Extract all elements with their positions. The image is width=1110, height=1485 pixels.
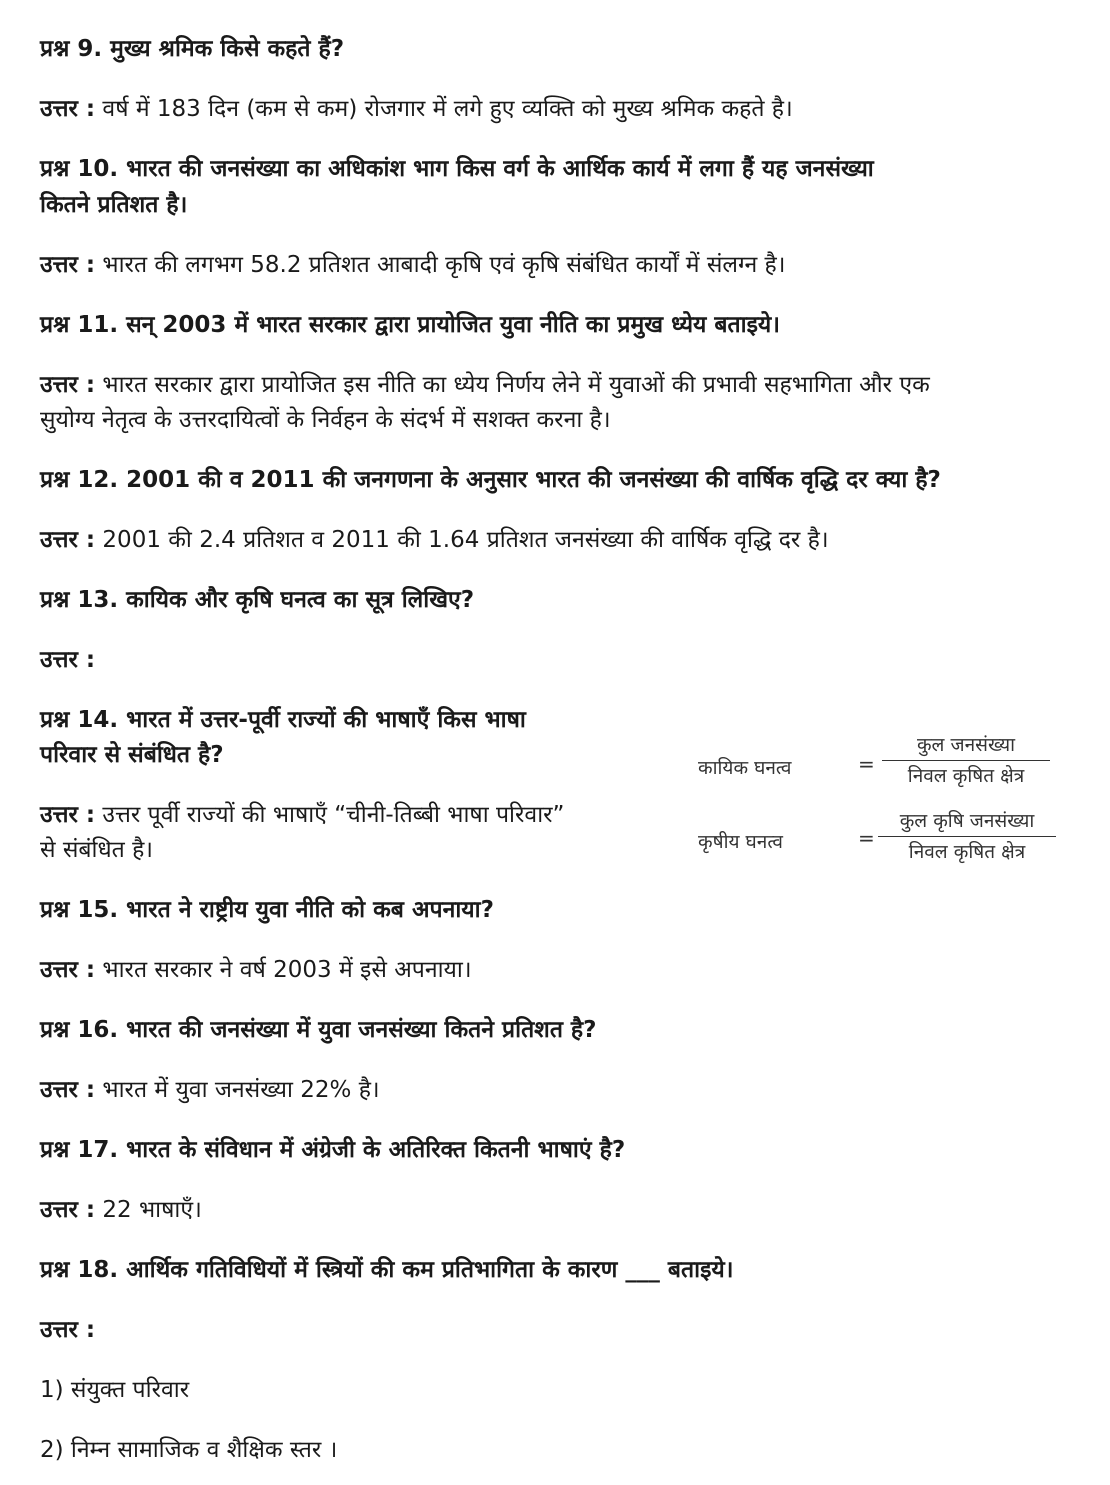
density-formula xyxy=(690,730,1070,880)
physiological-density-label: कायिक घनत्व xyxy=(698,757,792,779)
answer-text: भारत सरकार द्वारा प्रायोजित इस नीति का ध्येय निर्णय लेने में युवाओं की प्रभावी सहभागिता और एक xyxy=(102,372,930,398)
answer-text: भारत में युवा जनसंख्या 22% है। xyxy=(102,1077,380,1103)
answer-label: उत्तर : xyxy=(40,802,96,828)
fraction-bar xyxy=(882,760,1050,761)
question-9: प्रश्न 9. मुख्य श्रमिक किसे कहते हैं? xyxy=(40,36,345,62)
answer-text: 2001 की 2.4 प्रतिशत व 2011 की 1.64 प्रतिशत जनसंख्या की वार्षिक वृद्धि दर है। xyxy=(102,527,829,553)
physiological-density-fraction xyxy=(882,732,1050,789)
agricultural-density-fraction xyxy=(878,808,1056,865)
answer-16 xyxy=(40,1073,380,1107)
fraction-bar xyxy=(878,836,1056,837)
answer-text: 22 भाषाएँ। xyxy=(102,1197,202,1223)
answer-label: उत्तर : xyxy=(40,252,96,278)
answer-text: भारत सरकार ने वर्ष 2003 में इसे अपनाया। xyxy=(102,957,472,983)
answer-18-point-2: 2) निम्न सामाजिक व शैक्षिक स्तर । xyxy=(40,1437,338,1463)
question-13: प्रश्न 13. कायिक और कृषि घनत्व का सूत्र लिखिए? xyxy=(40,587,475,613)
answer-text: उत्तर पूर्वी राज्यों की भाषाएँ “चीनी-तिब्बी भाषा परिवार” xyxy=(102,802,565,828)
fraction-numerator: कुल जनसंख्या xyxy=(916,734,1016,756)
fraction-numerator: कुल कृषि जनसंख्या xyxy=(899,810,1035,832)
question-17: प्रश्न 17. भारत के संविधान में अंग्रेजी के अतिरिक्त कितनी भाषाएं है? xyxy=(40,1137,626,1163)
question-18: प्रश्न 18. आर्थिक गतिविधियों में स्त्रियों की कम प्रतिभागिता के कारण ___ बताइये। xyxy=(40,1257,734,1283)
answer-13 xyxy=(40,643,95,677)
answer-label: उत्तर : xyxy=(40,372,96,398)
answer-10 xyxy=(40,248,785,282)
answer-text: भारत की लगभग 58.2 प्रतिशत आबादी कृषि एवं कृषि संबंधित कार्यों में संलग्न है। xyxy=(102,252,786,278)
answer-18-point-1: 1) संयुक्त परिवार xyxy=(40,1377,190,1403)
answer-label: उत्तर : xyxy=(40,957,96,983)
answer-label: उत्तर : xyxy=(40,527,96,553)
fraction-denominator: निवल कृषित क्षेत्र xyxy=(907,765,1025,787)
answer-text: वर्ष में 183 दिन (कम से कम) रोजगार में लगे हुए व्यक्ति को मुख्य श्रमिक कहते है। xyxy=(102,96,793,122)
answer-label: उत्तर : xyxy=(40,1317,96,1343)
answer-label: उत्तर : xyxy=(40,1077,96,1103)
answer-label: उत्तर : xyxy=(40,96,96,122)
fraction-denominator: निवल कृषित क्षेत्र xyxy=(908,841,1026,863)
question-15: प्रश्न 15. भारत ने राष्ट्रीय युवा नीति को कब अपनाया? xyxy=(40,897,494,923)
answer-9 xyxy=(40,92,793,126)
answer-label: उत्तर : xyxy=(40,647,96,673)
answer-14-line-2: से संबंधित है। xyxy=(40,837,153,863)
answer-17 xyxy=(40,1193,202,1227)
agricultural-density-label: कृषीय घनत्व xyxy=(698,831,783,853)
answer-14-line-1 xyxy=(40,798,564,832)
equals-sign: = xyxy=(858,752,875,776)
answer-18 xyxy=(40,1313,95,1347)
answer-15 xyxy=(40,953,472,987)
answer-12 xyxy=(40,523,829,557)
answer-label: उत्तर : xyxy=(40,1197,96,1223)
question-10-line-2: कितने प्रतिशत है। xyxy=(40,192,188,218)
question-11: प्रश्न 11. सन् 2003 में भारत सरकार द्वारा प्रायोजित युवा नीति का प्रमुख ध्येय बताइये। xyxy=(40,312,780,338)
question-14-line-1: प्रश्न 14. भारत में उत्तर-पूर्वी राज्यों की भाषाएँ किस भाषा xyxy=(40,707,526,733)
question-14-line-2: परिवार से संबंधित है? xyxy=(40,742,224,768)
question-10-line-1: प्रश्न 10. भारत की जनसंख्या का अधिकांश भाग किस वर्ग के आर्थिक कार्य में लगा हैं यह जनसंख्या xyxy=(40,156,874,182)
equals-sign: = xyxy=(858,826,875,850)
question-16: प्रश्न 16. भारत की जनसंख्या में युवा जनसंख्या कितने प्रतिशत है? xyxy=(40,1017,597,1043)
question-12: प्रश्न 12. 2001 की व 2011 की जनगणना के अनुसार भारत की जनसंख्या की वार्षिक वृद्धि दर क्या है? xyxy=(40,467,941,493)
answer-11-line-1 xyxy=(40,368,930,402)
answer-11-line-2: सुयोग्य नेतृत्व के उत्तरदायित्वों के निर्वहन के संदर्भ में सशक्त करना है। xyxy=(40,407,611,433)
